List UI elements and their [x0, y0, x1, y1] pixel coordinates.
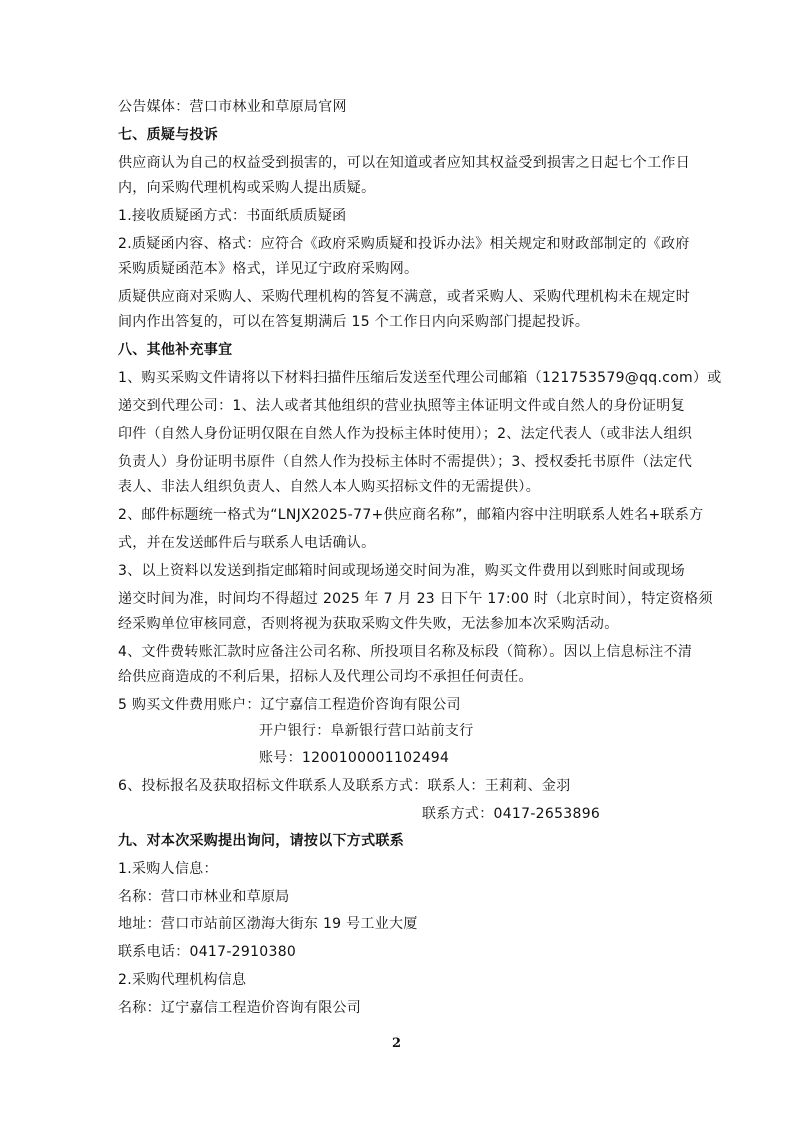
- section-7-heading: 七、质疑与投诉: [118, 127, 219, 143]
- paragraph-line: 质疑供应商对采购人、采购代理机构的答复不满意，或者采购人、采购代理机构未在规定时: [118, 289, 690, 305]
- paragraph-line: 给供应商造成的不利后果，招标人及代理公司均不承担任何责任。: [118, 669, 533, 685]
- paragraph-line: 供应商认为自己的权益受到损害的，可以在知道或者应知其权益受到损害之日起七个工作日: [118, 155, 690, 171]
- agency-info-label: 2.采购代理机构信息: [118, 972, 247, 988]
- paragraph-line: 采购质疑函范本》格式，详见辽宁政府采购网。: [118, 261, 419, 277]
- agency-name: 名称：辽宁嘉信工程造价咨询有限公司: [118, 1000, 362, 1016]
- paragraph-line: 1、购买采购文件请将以下材料扫描件压缩后发送至代理公司邮箱（121753579@qq.com）或: [118, 370, 722, 386]
- paragraph-line: 间内作出答复的，可以在答复期满后 15 个工作日内向采购部门提起投诉。: [118, 314, 590, 330]
- paragraph-line: 递交时间为准，时间均不得超过 2025 年 7 月 23 日下午 17:00 时（北京时间），特定资格须: [118, 591, 713, 607]
- purchaser-phone: 联系电话：0417-2910380: [118, 944, 297, 960]
- contact-phone-line: 联系方式：0417-2653896: [422, 806, 601, 822]
- paragraph-line: 2.质疑函内容、格式：应符合《政府采购质疑和投诉办法》相关规定和财政部制定的《政府: [118, 236, 690, 252]
- account-number-line: 账号：1200100001102494: [259, 750, 450, 766]
- paragraph-line: 负责人）身份证明书原件（自然人作为投标主体时不需提供）；3、授权委托书原件（法定代: [118, 454, 693, 470]
- registration-contact-line: 6、投标报名及获取招标文件联系人及联系方式：联系人：王莉莉、金羽: [118, 778, 571, 794]
- bank-name-line: 开户银行：阜新银行营口站前支行: [259, 723, 474, 739]
- paragraph-line: 表人、非法人组织负责人、自然人本人购买招标文件的无需提供）。: [118, 479, 540, 495]
- purchaser-name: 名称：营口市林业和草原局: [118, 889, 290, 905]
- paragraph-line: 1.接收质疑函方式：书面纸质质疑函: [118, 208, 347, 224]
- paragraph-line: 经采购单位审核同意，否则将视为获取采购文件失败，无法参加本次采购活动。: [118, 616, 619, 632]
- section-9-heading: 九、对本次采购提出询问，请按以下方式联系: [118, 833, 404, 849]
- paragraph-line: 递交到代理公司：1、法人或者其他组织的营业执照等主体证明文件或自然人的身份证明复: [118, 398, 685, 414]
- paragraph-line: 2、邮件标题统一格式为“LNJX2025-77+供应商名称”，邮箱内容中注明联系人姓名+联系方: [118, 507, 704, 523]
- purchaser-info-label: 1.采购人信息：: [118, 861, 218, 877]
- paragraph-line: 式，并在发送邮件后与联系人电话确认。: [118, 535, 376, 551]
- payment-account-line: 5 购买文件费用账户：辽宁嘉信工程造价咨询有限公司: [118, 697, 461, 713]
- paragraph-line: 3、以上资料以发送到指定邮箱时间或现场递交时间为准，购买文件费用以到账时间或现场: [118, 563, 685, 579]
- section-8-heading: 八、其他补充事宜: [118, 342, 233, 358]
- paragraph-line: 内，向采购代理机构或采购人提出质疑。: [118, 180, 376, 196]
- paragraph-line: 4、文件费转账汇款时应备注公司名称、所投项目名称及标段（简称）。因以上信息标注不清: [118, 644, 693, 660]
- announcement-media-line: 公告媒体：营口市林业和草原局官网: [118, 99, 347, 115]
- page-number: 2: [391, 1036, 402, 1051]
- paragraph-line: 印件（自然人身份证明仅限在自然人作为投标主体时使用）；2、法定代表人（或非法人组织: [118, 426, 693, 442]
- purchaser-address: 地址：营口市站前区渤海大街东 19 号工业大厦: [118, 916, 418, 932]
